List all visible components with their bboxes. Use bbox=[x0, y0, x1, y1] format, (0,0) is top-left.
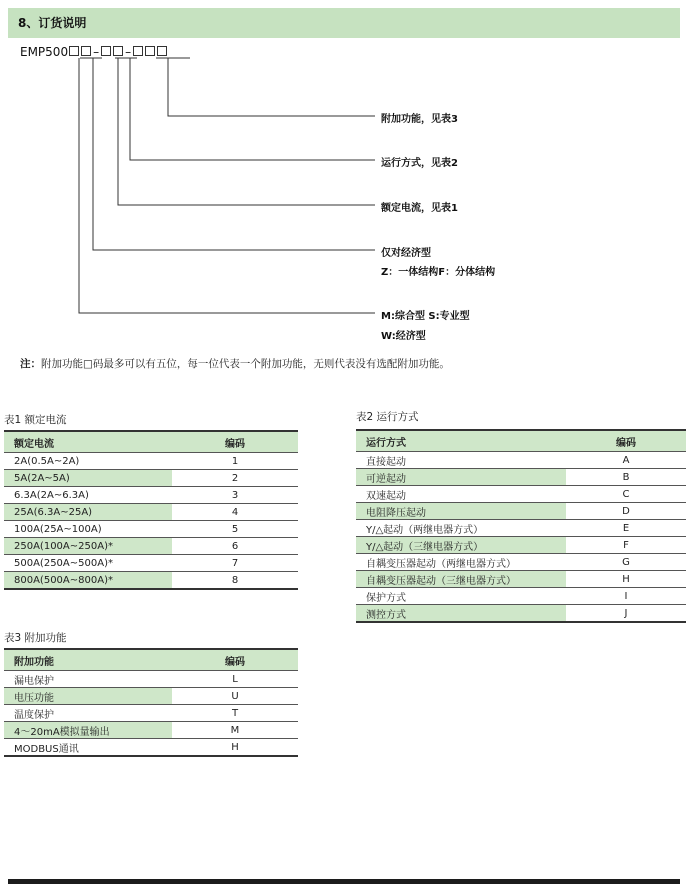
rated-current-table bbox=[4, 430, 298, 590]
connector-type bbox=[79, 58, 375, 313]
table-row bbox=[356, 486, 686, 503]
table-row bbox=[356, 588, 686, 605]
code-dash: – bbox=[93, 45, 100, 59]
table-row bbox=[356, 537, 686, 554]
column-header-code: 编码 bbox=[172, 649, 298, 671]
run-mode-table bbox=[356, 429, 686, 623]
cell-code: L bbox=[172, 671, 298, 688]
cell-code: 2 bbox=[172, 470, 298, 487]
column-header-mode: 运行方式 bbox=[356, 430, 566, 452]
cell-code: U bbox=[172, 688, 298, 705]
cell-code: 4 bbox=[172, 504, 298, 521]
cell-name: 可逆起动 bbox=[356, 469, 566, 486]
note-text: 附加功能□码最多可以有五位，每一位代表一个附加功能，无则代表没有选配附加功能。 bbox=[41, 358, 450, 370]
table-row bbox=[4, 538, 298, 555]
table-row bbox=[4, 504, 298, 521]
branch-label-current: 额定电流，见表1 bbox=[381, 203, 458, 214]
table-row bbox=[356, 469, 686, 486]
table-row bbox=[4, 555, 298, 572]
cell-name: Y/△起动（两继电器方式） bbox=[356, 520, 566, 537]
order-note bbox=[20, 356, 450, 371]
cell-code: I bbox=[566, 588, 686, 605]
branch-label-type: M:综合型 S:专业型 bbox=[381, 311, 470, 322]
cell-name: Y/△起动（三继电器方式） bbox=[356, 537, 566, 554]
cell-code: T bbox=[172, 705, 298, 722]
cell-name: 温度保护 bbox=[4, 705, 172, 722]
cell-code: 6 bbox=[172, 538, 298, 555]
section-title: 8、订货说明 bbox=[18, 16, 87, 30]
column-header-code: 编码 bbox=[566, 430, 686, 452]
cell-code: E bbox=[566, 520, 686, 537]
table-header-row bbox=[4, 431, 298, 453]
table-row bbox=[4, 521, 298, 538]
cell-name: 直接起动 bbox=[356, 452, 566, 469]
branch-label-extra: 附加功能，见表3 bbox=[381, 114, 458, 125]
cell-name: 500A(250A~500A)* bbox=[4, 555, 172, 572]
cell-name: 25A(6.3A~25A) bbox=[4, 504, 172, 521]
footer-rule bbox=[8, 879, 680, 884]
cell-code: 8 bbox=[172, 572, 298, 590]
table-row bbox=[4, 671, 298, 688]
branch-label-type-detail: W:经济型 bbox=[381, 331, 426, 342]
table-row bbox=[356, 520, 686, 537]
table-header-row bbox=[356, 430, 686, 452]
table-row bbox=[4, 453, 298, 470]
cell-name: 800A(500A~800A)* bbox=[4, 572, 172, 590]
code-dash: – bbox=[125, 45, 132, 59]
cell-name: 测控方式 bbox=[356, 605, 566, 623]
cell-name: 250A(100A~250A)* bbox=[4, 538, 172, 555]
cell-code: C bbox=[566, 486, 686, 503]
cell-code: H bbox=[172, 739, 298, 757]
cell-name: 自耦变压器起动（三继电器方式） bbox=[356, 571, 566, 588]
table-row bbox=[4, 470, 298, 487]
connector-mode bbox=[130, 58, 375, 160]
cell-code: G bbox=[566, 554, 686, 571]
cell-code: 1 bbox=[172, 453, 298, 470]
model-prefix: EMP500 bbox=[20, 45, 69, 59]
table-row bbox=[356, 605, 686, 623]
cell-code: D bbox=[566, 503, 686, 520]
note-label: 注： bbox=[20, 358, 41, 370]
column-header-current: 额定电流 bbox=[4, 431, 172, 453]
cell-code: 5 bbox=[172, 521, 298, 538]
column-header-code: 编码 bbox=[172, 431, 298, 453]
table-header-row bbox=[4, 649, 298, 671]
table-row bbox=[4, 688, 298, 705]
connector-current bbox=[118, 58, 375, 205]
table2-caption: 表2 运行方式 bbox=[356, 411, 419, 423]
connector-structure bbox=[93, 58, 375, 250]
table-row bbox=[4, 572, 298, 590]
table3-caption: 表3 附加功能 bbox=[4, 632, 67, 644]
extra-function-table bbox=[4, 648, 298, 757]
cell-name: 2A(0.5A~2A) bbox=[4, 453, 172, 470]
cell-name: 保护方式 bbox=[356, 588, 566, 605]
table1-caption: 表1 额定电流 bbox=[4, 414, 67, 426]
cell-code: J bbox=[566, 605, 686, 623]
cell-code: H bbox=[566, 571, 686, 588]
table-row bbox=[4, 739, 298, 757]
branch-label-mode: 运行方式，见表2 bbox=[381, 158, 458, 169]
cell-code: 7 bbox=[172, 555, 298, 572]
cell-name: 双速起动 bbox=[356, 486, 566, 503]
cell-name: 5A(2A~5A) bbox=[4, 470, 172, 487]
table-row bbox=[4, 705, 298, 722]
cell-name: MODBUS通讯 bbox=[4, 739, 172, 757]
cell-code: B bbox=[566, 469, 686, 486]
code-connector-lines bbox=[0, 0, 688, 360]
connector-extra bbox=[168, 58, 375, 116]
cell-name: 6.3A(2A~6.3A) bbox=[4, 487, 172, 504]
cell-name: 电压功能 bbox=[4, 688, 172, 705]
table-row bbox=[356, 554, 686, 571]
table-row bbox=[356, 503, 686, 520]
cell-name: 漏电保护 bbox=[4, 671, 172, 688]
branch-label-structure-detail: Z：一体结构F：分体结构 bbox=[381, 267, 496, 278]
cell-name: 4～20mA模拟量输出 bbox=[4, 722, 172, 739]
table-row bbox=[4, 487, 298, 504]
cell-code: A bbox=[566, 452, 686, 469]
cell-name: 自耦变压器起动（两继电器方式） bbox=[356, 554, 566, 571]
column-header-function: 附加功能 bbox=[4, 649, 172, 671]
cell-code: 3 bbox=[172, 487, 298, 504]
cell-code: F bbox=[566, 537, 686, 554]
cell-name: 100A(25A~100A) bbox=[4, 521, 172, 538]
cell-code: M bbox=[172, 722, 298, 739]
cell-name: 电阻降压起动 bbox=[356, 503, 566, 520]
table-row bbox=[4, 722, 298, 739]
branch-label-structure: 仅对经济型 bbox=[381, 248, 431, 259]
table-row bbox=[356, 571, 686, 588]
table-row bbox=[356, 452, 686, 469]
